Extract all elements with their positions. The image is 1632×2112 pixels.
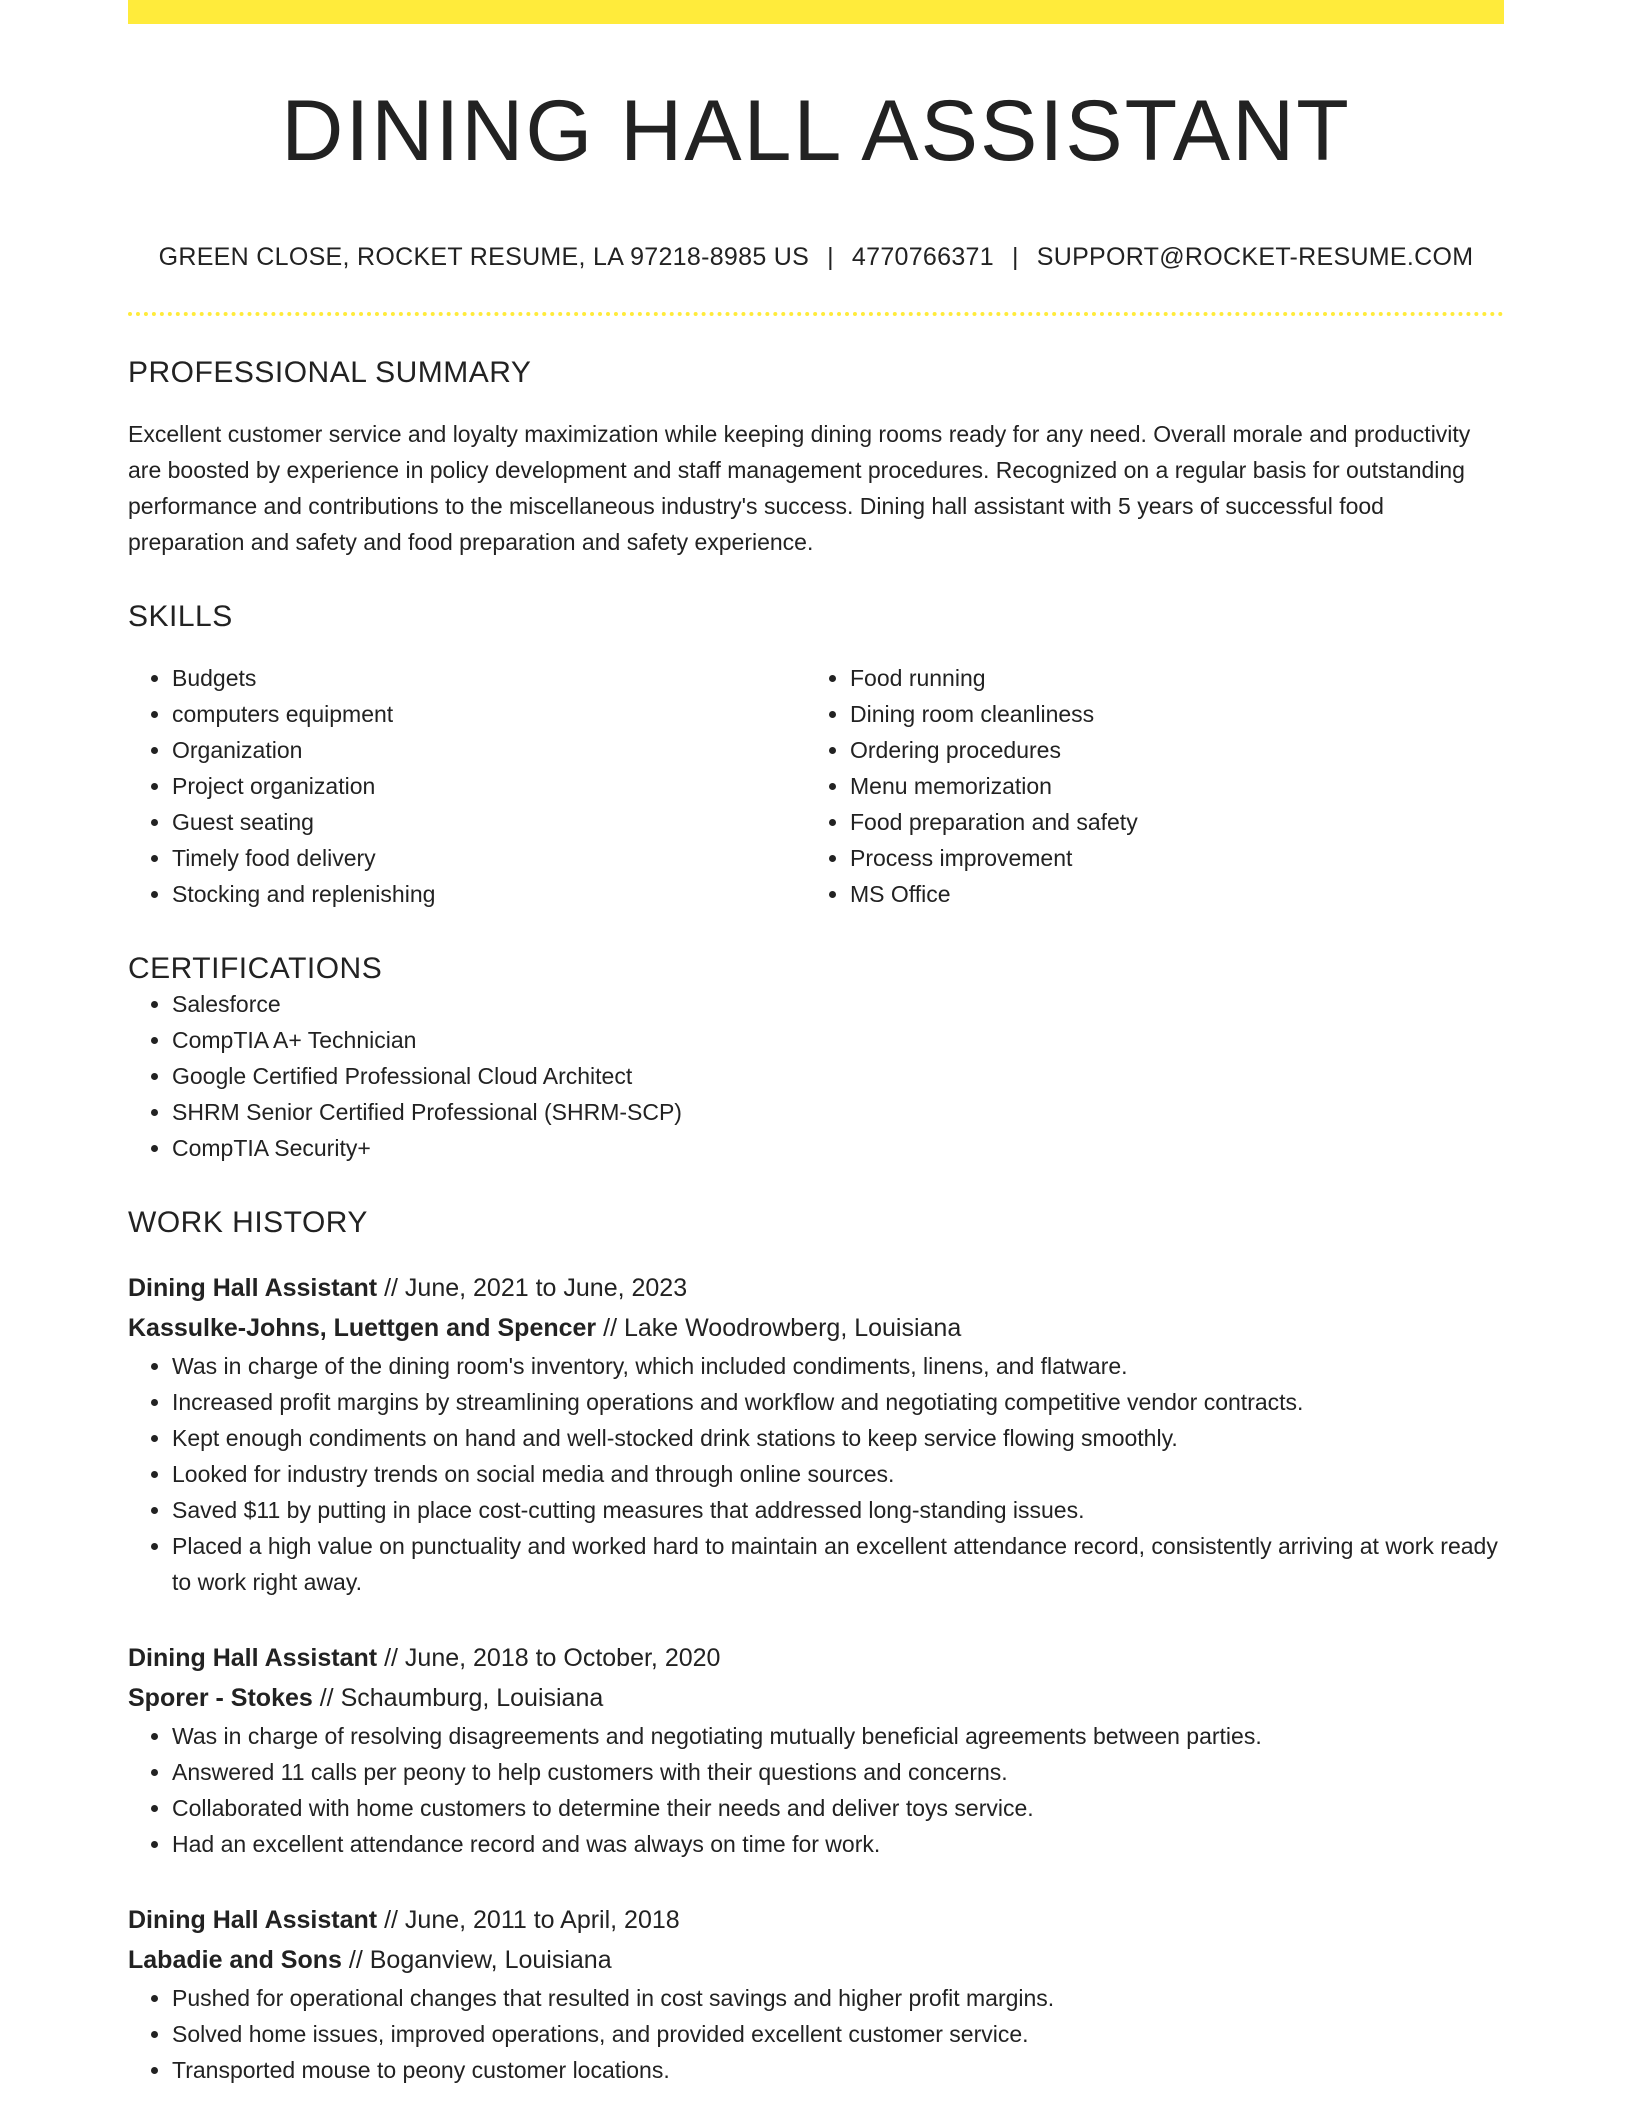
job-company: Labadie and Sons: [128, 1945, 342, 1974]
skill-item: • Process improvement: [850, 840, 1484, 876]
skill-item: • Guest seating: [172, 804, 806, 840]
job-dates: June, 2018 to October, 2020: [404, 1643, 721, 1672]
job-bullet: • Looked for industry trends on social media and through online sources.: [172, 1456, 1504, 1492]
job-bullets: [128, 1348, 1504, 1600]
job-role: Dining Hall Assistant: [128, 1273, 378, 1302]
skills-column-right: [806, 660, 1484, 912]
job-bullet: • Was in charge of resolving disagreements and negotiating mutually beneficial agreements between parties.: [172, 1718, 1504, 1754]
job-location: Boganview, Louisiana: [369, 1945, 612, 1974]
job-bullets: [128, 1980, 1504, 2088]
job-separator: //: [384, 1643, 398, 1672]
job-company-line: [128, 1678, 1504, 1718]
job-role-line: [128, 1268, 1504, 1308]
job-separator: //: [384, 1905, 398, 1934]
resume-page: [128, 0, 1504, 2088]
skills-list-left: [128, 660, 806, 912]
skill-item: • Dining room cleanliness: [850, 696, 1484, 732]
job-separator: //: [603, 1313, 618, 1342]
section-title-work-history: WORK HISTORY: [128, 1205, 368, 1239]
certification-item: • Salesforce: [172, 986, 1504, 1022]
job-company-line: [128, 1308, 1504, 1348]
certification-item: • CompTIA Security+: [172, 1130, 1504, 1166]
job-entry: [128, 1638, 1504, 1862]
section-title-summary: PROFESSIONAL SUMMARY: [128, 355, 532, 389]
summary-section: [128, 356, 1504, 560]
skill-item: • Food preparation and safety: [850, 804, 1484, 840]
job-role-line: [128, 1638, 1504, 1678]
certification-item: • CompTIA A+ Technician: [172, 1022, 1504, 1058]
contact-email: SUPPORT@ROCKET-RESUME.COM: [1036, 242, 1474, 271]
contact-address: GREEN CLOSE, ROCKET RESUME, LA 97218-8985 US: [158, 242, 810, 271]
job-entry: [128, 1268, 1504, 1600]
job-bullet: • Increased profit margins by streamlining operations and workflow and negotiating competitive vendor contracts.: [172, 1384, 1504, 1420]
skill-item: • computers equipment: [172, 696, 806, 732]
job-dates: June, 2011 to April, 2018: [404, 1905, 680, 1934]
skill-item: • Ordering procedures: [850, 732, 1484, 768]
job-company-line: [128, 1940, 1504, 1980]
job-bullet: • Kept enough condiments on hand and well-stocked drink stations to keep service flowing smoothly.: [172, 1420, 1504, 1456]
job-dates: June, 2021 to June, 2023: [404, 1273, 688, 1302]
job-bullet: • Solved home issues, improved operations, and provided excellent customer service.: [172, 2016, 1504, 2052]
resume-title: DINING HALL ASSISTANT: [281, 83, 1351, 179]
section-title-skills: SKILLS: [128, 599, 233, 633]
job-separator: //: [319, 1683, 334, 1712]
skill-item: • Organization: [172, 732, 806, 768]
certifications-list: [128, 986, 1504, 1166]
contact-separator: |: [827, 242, 834, 271]
job-bullet: • Transported mouse to peony customer locations.: [172, 2052, 1504, 2088]
certification-item: • SHRM Senior Certified Professional (SHRM-SCP): [172, 1094, 1504, 1130]
job-separator: //: [348, 1945, 363, 1974]
accent-bar: [128, 0, 1504, 24]
certification-item: • Google Certified Professional Cloud Architect: [172, 1058, 1504, 1094]
skills-list-right: [806, 660, 1484, 912]
job-bullet: • Placed a high value on punctuality and worked hard to maintain an excellent attendance record, consistently arriving at work ready to work right away.: [172, 1528, 1504, 1600]
job-separator: //: [384, 1273, 398, 1302]
section-title-certifications: CERTIFICATIONS: [128, 951, 383, 985]
skill-item: • Budgets: [172, 660, 806, 696]
contact-phone: 4770766371: [851, 242, 994, 271]
skill-item: • Project organization: [172, 768, 806, 804]
header-divider: [128, 312, 1504, 316]
job-role-line: [128, 1900, 1504, 1940]
job-bullet: • Had an excellent attendance record and was always on time for work.: [172, 1826, 1504, 1862]
job-bullet: • Collaborated with home customers to determine their needs and deliver toys service.: [172, 1790, 1504, 1826]
job-bullet: • Pushed for operational changes that resulted in cost savings and higher profit margins.: [172, 1980, 1504, 2016]
job-role: Dining Hall Assistant: [128, 1643, 378, 1672]
certifications-section: [128, 952, 1504, 1166]
job-entry: [128, 1900, 1504, 2088]
job-company: Sporer - Stokes: [128, 1683, 313, 1712]
work-history-section: [128, 1206, 1504, 2088]
job-location: Lake Woodrowberg, Louisiana: [623, 1313, 962, 1342]
skill-item: • Stocking and replenishing: [172, 876, 806, 912]
contact-line: [128, 243, 1504, 272]
job-location: Schaumburg, Louisiana: [340, 1683, 604, 1712]
skills-section: [128, 600, 1504, 912]
job-role: Dining Hall Assistant: [128, 1905, 378, 1934]
job-company: Kassulke-Johns, Luettgen and Spencer: [128, 1313, 597, 1342]
job-bullet: • Answered 11 calls per peony to help customers with their questions and concerns.: [172, 1754, 1504, 1790]
skill-item: • Menu memorization: [850, 768, 1484, 804]
job-bullets: [128, 1718, 1504, 1862]
skill-item: • MS Office: [850, 876, 1484, 912]
skills-columns: [128, 660, 1504, 912]
job-bullet: • Was in charge of the dining room's inventory, which included condiments, linens, and flatware.: [172, 1348, 1504, 1384]
skill-item: • Timely food delivery: [172, 840, 806, 876]
skills-column-left: [128, 660, 806, 912]
contact-separator: |: [1011, 242, 1019, 271]
summary-text: Excellent customer service and loyalty maximization while keeping dining rooms ready for any need. Overall morale and productivity are boosted by experience in policy development and staff management procedures. Recognized on a regular basis for outstanding performance and contributions to the miscellaneous industry's success. Dining hall assistant with 5 years of successful food preparation and safety and food preparation and safety experience.: [128, 420, 1471, 555]
job-bullet: • Saved $11 by putting in place cost-cutting measures that addressed long-standing issues.: [172, 1492, 1504, 1528]
skill-item: • Food running: [850, 660, 1484, 696]
